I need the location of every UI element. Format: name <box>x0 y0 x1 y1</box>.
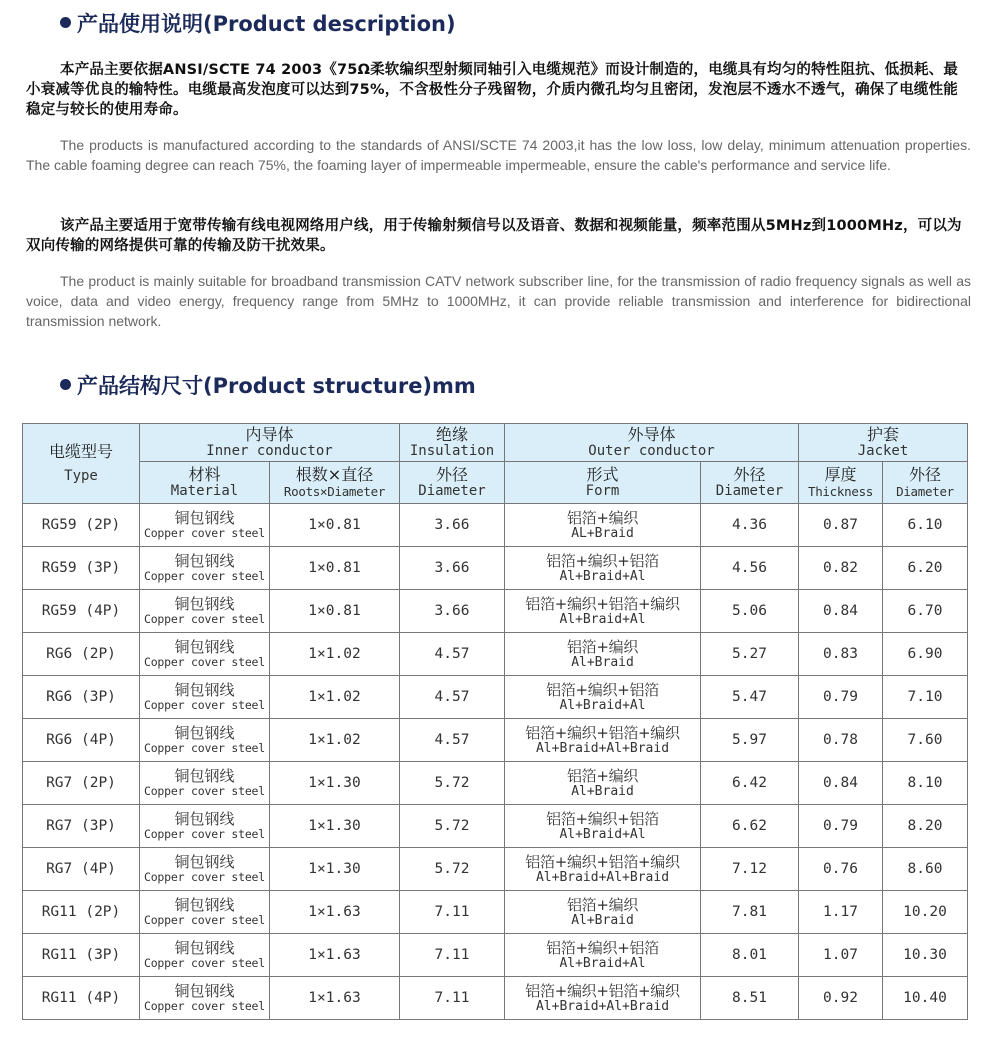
cell-outer-diameter: 8.51 <box>701 977 799 1020</box>
cell-jacket-diameter: 6.20 <box>883 547 968 590</box>
cell-roots: 1×1.30 <box>270 762 400 805</box>
cell-type: RG59 (3P) <box>23 547 140 590</box>
cell-type: RG11 (3P) <box>23 934 140 977</box>
cell-material <box>140 934 270 977</box>
header-outer-diameter <box>701 462 799 504</box>
cell-type: RG11 (4P) <box>23 977 140 1020</box>
cell-form-cn: 铝箔+编织+铝箔 <box>546 681 659 699</box>
cell-jacket-diameter: 8.20 <box>883 805 968 848</box>
header-material-cn: 材料 <box>188 464 221 484</box>
header-outer-dia-en: Diameter <box>715 482 784 499</box>
cell-outer-diameter: 4.36 <box>701 504 799 547</box>
cell-insulation-diameter: 7.11 <box>400 977 505 1020</box>
cell-form <box>505 805 701 848</box>
cell-material <box>140 891 270 934</box>
table-header-row-1 <box>23 424 968 462</box>
cell-form-cn: 铝箔+编织 <box>566 638 639 656</box>
cell-roots: 1×1.63 <box>270 891 400 934</box>
cell-form-en: Al+Braid <box>571 784 634 799</box>
cell-outer-diameter: 5.27 <box>701 633 799 676</box>
cell-material-cn: 铜包钢线 <box>174 810 235 828</box>
header-thick-cn: 厚度 <box>824 464 857 484</box>
header-thick-en: Thickness <box>807 483 874 499</box>
description-paragraph-en-2: The product is mainly suitable for broadband transmission CATV network subscriber line, for the transmission of radio frequency signals as well as voice, data and video energy, frequency range from 5MHz to 1000MHz, it can provide reliable transmission and interference for bidirectional transmission network. <box>26 273 971 329</box>
cell-form-en: Al+Braid+Al+Braid <box>535 741 670 756</box>
table-row <box>23 977 968 1020</box>
cell-outer-diameter: 8.01 <box>701 934 799 977</box>
cell-insulation-diameter: 5.72 <box>400 805 505 848</box>
table-row <box>23 934 968 977</box>
cell-material <box>140 676 270 719</box>
header-insulation-diameter <box>400 462 505 504</box>
cell-outer-diameter: 5.06 <box>701 590 799 633</box>
cell-form-en: Al+Braid <box>571 913 634 928</box>
cell-material-cn: 铜包钢线 <box>174 638 235 656</box>
cell-outer-diameter: 7.12 <box>701 848 799 891</box>
cell-roots: 1×0.81 <box>270 504 400 547</box>
cell-form <box>505 547 701 590</box>
cell-material-en: Copper cover steel <box>143 655 266 669</box>
cell-material-en: Copper cover steel <box>143 741 266 755</box>
cell-form <box>505 590 701 633</box>
header-material <box>140 462 270 504</box>
cell-material-en: Copper cover steel <box>143 870 266 884</box>
header-roots-en: Roots×Diameter <box>283 483 386 499</box>
cell-material <box>140 633 270 676</box>
header-outer-en: Outer conductor <box>588 442 715 459</box>
table-row <box>23 891 968 934</box>
cell-form <box>505 504 701 547</box>
cell-form-en: Al+Braid+Al <box>559 956 646 971</box>
cell-thickness: 1.07 <box>799 934 883 977</box>
cell-form <box>505 934 701 977</box>
table-row <box>23 633 968 676</box>
cell-form-cn: 铝箔+编织+铝箔+编织 <box>525 982 680 1000</box>
table-header-row-2 <box>23 462 968 504</box>
bullet-icon <box>60 17 71 28</box>
description-paragraph-en-1: The products is manufactured according to the standards of ANSI/SCTE 74 2003,it has the low loss, low delay, minimum attenuation properties. The cable foaming degree can reach 75%, the foaming layer of impermeable impermeable, ensure the cable's performance and service life. <box>26 137 971 173</box>
section-title-text: 产品结构尺寸(Product structure)mm <box>77 374 476 398</box>
cell-material-en: Copper cover steel <box>143 999 266 1013</box>
cell-thickness: 0.82 <box>799 547 883 590</box>
bullet-icon <box>60 379 71 390</box>
header-form <box>505 462 701 504</box>
cell-type: RG7 (3P) <box>23 805 140 848</box>
cell-material-cn: 铜包钢线 <box>174 595 235 613</box>
cell-jacket-diameter: 10.20 <box>883 891 968 934</box>
cell-material <box>140 848 270 891</box>
table-row <box>23 590 968 633</box>
table-row <box>23 805 968 848</box>
cell-form-en: AL+Braid <box>571 526 634 541</box>
header-jacket-dia-en: Diameter <box>896 483 954 499</box>
cell-roots: 1×0.81 <box>270 590 400 633</box>
cell-material <box>140 805 270 848</box>
cell-material-en: Copper cover steel <box>143 913 266 927</box>
cell-form-cn: 铝箔+编织+铝箔+编织 <box>525 595 680 613</box>
cell-roots: 1×1.02 <box>270 676 400 719</box>
cell-insulation-diameter: 3.66 <box>400 590 505 633</box>
cell-form <box>505 891 701 934</box>
description-paragraph-cn-1: 本产品主要依据ANSI/SCTE 74 2003《75Ω柔软编织型射频同轴引入电缆规范》而设计制造的，电缆具有均匀的特性阻抗、低损耗、最小衰减等优良的输特性。电缆最高发泡度可以达到75%，不含极性分子残留物，介质内微孔均匀且密闭，发泡层不透水不透气，确保了电缆性能稳定与较长的使用寿命。 <box>26 62 959 118</box>
cell-jacket-diameter: 10.30 <box>883 934 968 977</box>
cell-type: RG6 (2P) <box>23 633 140 676</box>
table-row <box>23 676 968 719</box>
cell-outer-diameter: 4.56 <box>701 547 799 590</box>
cell-outer-diameter: 5.47 <box>701 676 799 719</box>
cell-insulation-diameter: 3.66 <box>400 547 505 590</box>
cell-insulation-diameter: 3.66 <box>400 504 505 547</box>
cell-type: RG7 (4P) <box>23 848 140 891</box>
cell-material-cn: 铜包钢线 <box>174 724 235 742</box>
cell-form <box>505 633 701 676</box>
cell-form-cn: 铝箔+编织 <box>566 767 639 785</box>
cell-thickness: 0.76 <box>799 848 883 891</box>
cell-outer-diameter: 6.62 <box>701 805 799 848</box>
header-outer-conductor <box>505 424 799 462</box>
cell-outer-diameter: 6.42 <box>701 762 799 805</box>
cell-thickness: 1.17 <box>799 891 883 934</box>
cell-material-cn: 铜包钢线 <box>174 552 235 570</box>
section-title-text: 产品使用说明(Product description) <box>77 12 456 36</box>
table-row <box>23 719 968 762</box>
cell-jacket-diameter: 8.10 <box>883 762 968 805</box>
cell-type: RG59 (2P) <box>23 504 140 547</box>
header-jacket <box>799 424 968 462</box>
cell-thickness: 0.92 <box>799 977 883 1020</box>
cell-thickness: 0.84 <box>799 590 883 633</box>
cell-form <box>505 719 701 762</box>
cell-material <box>140 547 270 590</box>
cell-insulation-diameter: 5.72 <box>400 848 505 891</box>
cell-jacket-diameter: 7.60 <box>883 719 968 762</box>
cell-form-cn: 铝箔+编织+铝箔+编织 <box>525 724 680 742</box>
cell-roots: 1×1.30 <box>270 805 400 848</box>
header-material-en: Material <box>170 482 239 499</box>
cell-form-en: Al+Braid+Al+Braid <box>535 999 670 1014</box>
cell-jacket-diameter: 6.90 <box>883 633 968 676</box>
cell-form-en: Al+Braid+Al <box>559 698 646 713</box>
cell-form <box>505 977 701 1020</box>
cell-thickness: 0.84 <box>799 762 883 805</box>
cell-material-cn: 铜包钢线 <box>174 681 235 699</box>
header-jacket-en: Jacket <box>857 442 909 459</box>
cell-jacket-diameter: 10.40 <box>883 977 968 1020</box>
cell-insulation-diameter: 4.57 <box>400 676 505 719</box>
header-insulation-en: Insulation <box>409 442 495 459</box>
cell-material <box>140 590 270 633</box>
cell-material-en: Copper cover steel <box>143 956 266 970</box>
cell-outer-diameter: 7.81 <box>701 891 799 934</box>
header-thickness <box>799 462 883 504</box>
cell-type: RG6 (4P) <box>23 719 140 762</box>
cell-material <box>140 977 270 1020</box>
header-insulation <box>400 424 505 462</box>
table-row <box>23 762 968 805</box>
header-insulation-cn: 绝缘 <box>435 424 468 444</box>
cell-jacket-diameter: 6.70 <box>883 590 968 633</box>
cell-thickness: 0.78 <box>799 719 883 762</box>
header-roots-cn: 根数×直径 <box>295 464 374 484</box>
cell-material-cn: 铜包钢线 <box>174 509 235 527</box>
header-ins-dia-en: Diameter <box>418 482 486 499</box>
cell-material-en: Copper cover steel <box>143 698 266 712</box>
product-structure-table <box>22 423 968 1020</box>
cell-insulation-diameter: 4.57 <box>400 719 505 762</box>
cell-outer-diameter: 5.97 <box>701 719 799 762</box>
section-title-description <box>60 8 456 38</box>
section-title-structure <box>60 370 476 400</box>
cell-material-cn: 铜包钢线 <box>174 896 235 914</box>
cell-form-en: Al+Braid+Al <box>559 612 646 627</box>
header-type-cn: 电缆型号 <box>48 441 113 461</box>
cell-type: RG59 (4P) <box>23 590 140 633</box>
header-form-cn: 形式 <box>586 464 619 484</box>
header-jacket-cn: 护套 <box>867 424 900 444</box>
cell-thickness: 0.83 <box>799 633 883 676</box>
description-paragraph-cn-2: 该产品主要适用于宽带传输有线电视网络用户线，用于传输射频信号以及语音、数据和视频能量，频率范围从5MHz到1000MHz，可以为双向传输的网络提供可靠的传输及防干扰效果。 <box>26 218 962 254</box>
cell-roots: 1×1.02 <box>270 633 400 676</box>
cell-material-en: Copper cover steel <box>143 784 266 798</box>
header-form-en: Form <box>585 482 620 499</box>
cell-material-cn: 铜包钢线 <box>174 853 235 871</box>
header-inner-en: Inner conductor <box>206 442 333 459</box>
cell-roots: 1×1.63 <box>270 934 400 977</box>
cell-jacket-diameter: 6.10 <box>883 504 968 547</box>
header-type-en: Type <box>64 467 98 484</box>
cell-form-cn: 铝箔+编织+铝箔+编织 <box>525 853 680 871</box>
cell-form-cn: 铝箔+编织 <box>566 896 639 914</box>
cell-type: RG7 (2P) <box>23 762 140 805</box>
cell-insulation-diameter: 7.11 <box>400 934 505 977</box>
header-inner-cn: 内导体 <box>245 424 294 444</box>
cell-thickness: 0.79 <box>799 805 883 848</box>
header-type <box>23 424 140 504</box>
cell-thickness: 0.79 <box>799 676 883 719</box>
cell-roots: 1×0.81 <box>270 547 400 590</box>
header-jacket-dia-cn: 外径 <box>909 464 942 484</box>
header-roots-diameter <box>270 462 400 504</box>
cell-form <box>505 848 701 891</box>
cell-material-en: Copper cover steel <box>143 827 266 841</box>
cell-material <box>140 504 270 547</box>
cell-roots: 1×1.02 <box>270 719 400 762</box>
cell-material <box>140 762 270 805</box>
cell-jacket-diameter: 7.10 <box>883 676 968 719</box>
cell-roots: 1×1.63 <box>270 977 400 1020</box>
cell-jacket-diameter: 8.60 <box>883 848 968 891</box>
cell-material-cn: 铜包钢线 <box>174 939 235 957</box>
cell-insulation-diameter: 5.72 <box>400 762 505 805</box>
cell-form-en: Al+Braid <box>571 655 634 670</box>
cell-insulation-diameter: 4.57 <box>400 633 505 676</box>
cell-type: RG6 (3P) <box>23 676 140 719</box>
cell-roots: 1×1.30 <box>270 848 400 891</box>
cell-form-en: Al+Braid+Al+Braid <box>535 870 670 885</box>
cell-material-cn: 铜包钢线 <box>174 982 235 1000</box>
cell-material <box>140 719 270 762</box>
cell-material-cn: 铜包钢线 <box>174 767 235 785</box>
cell-form-cn: 铝箔+编织+铝箔 <box>546 552 659 570</box>
table-row <box>23 547 968 590</box>
table-row <box>23 848 968 891</box>
cell-form <box>505 676 701 719</box>
cell-form-cn: 铝箔+编织 <box>566 509 639 527</box>
cell-form-cn: 铝箔+编织+铝箔 <box>546 810 659 828</box>
header-ins-dia-cn: 外径 <box>435 464 468 484</box>
header-jacket-diameter <box>883 462 968 504</box>
header-outer-cn: 外导体 <box>627 424 676 444</box>
table-row <box>23 504 968 547</box>
cell-form-en: Al+Braid+Al <box>559 827 646 842</box>
cell-insulation-diameter: 7.11 <box>400 891 505 934</box>
cell-type: RG11 (2P) <box>23 891 140 934</box>
cell-form-en: Al+Braid+Al <box>559 569 646 584</box>
cell-thickness: 0.87 <box>799 504 883 547</box>
header-outer-dia-cn: 外径 <box>733 464 766 484</box>
cell-material-en: Copper cover steel <box>143 569 266 583</box>
cell-material-en: Copper cover steel <box>143 526 266 540</box>
cell-form-cn: 铝箔+编织+铝箔 <box>546 939 659 957</box>
cell-material-en: Copper cover steel <box>143 612 266 626</box>
cell-form <box>505 762 701 805</box>
header-inner-conductor <box>140 424 400 462</box>
